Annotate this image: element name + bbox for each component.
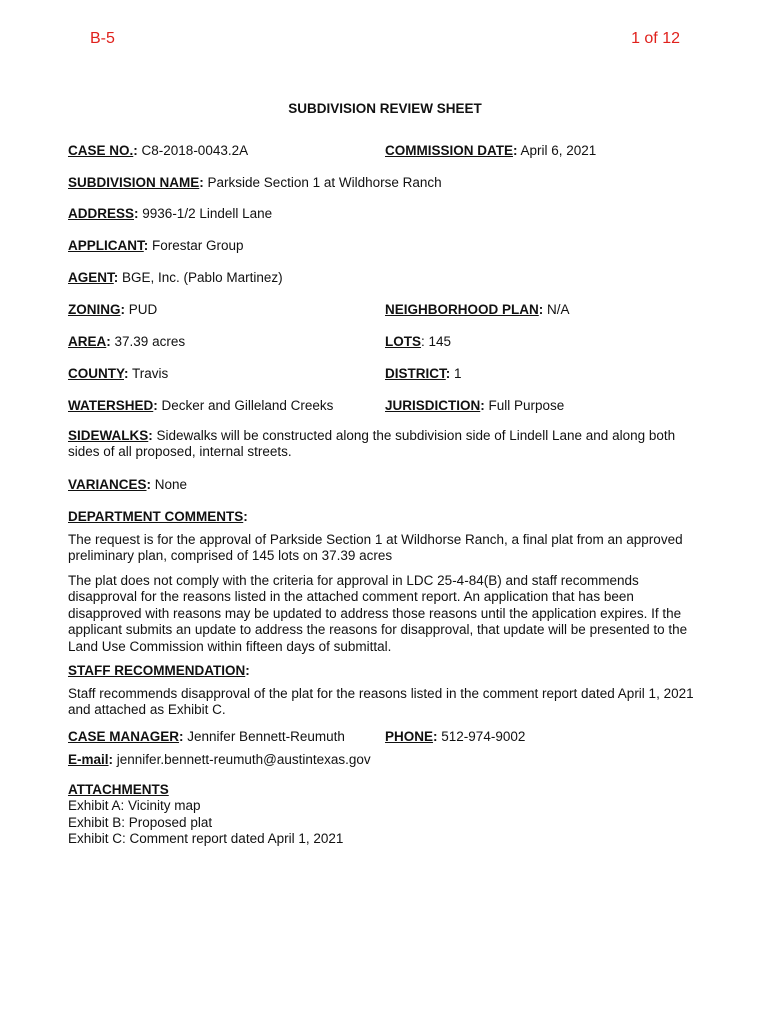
- case-no-field: CASE NO.: C8-2018-0043.2A: [68, 143, 249, 158]
- district-label: DISTRICT: [385, 366, 446, 381]
- jurisdiction-field: JURISDICTION: Full Purpose: [385, 398, 565, 413]
- case-manager-value: Jennifer Bennett-Reumuth: [187, 729, 345, 744]
- staff-recommendation-heading: STAFF RECOMMENDATION:: [68, 663, 250, 678]
- zoning-field: ZONING: PUD: [68, 302, 158, 317]
- lots-field: LOTS: 145: [385, 334, 452, 349]
- jurisdiction-label: JURISDICTION: [385, 398, 481, 413]
- zoning-value: PUD: [128, 302, 158, 317]
- commission-date-field: COMMISSION DATE: April 6, 2021: [385, 143, 597, 158]
- address-field: ADDRESS: 9936-1/2 Lindell Lane: [68, 206, 273, 221]
- lots-label: LOTS: [385, 334, 421, 349]
- address-value: 9936-1/2 Lindell Lane: [142, 206, 273, 221]
- variances-field: VARIANCES: None: [68, 477, 188, 492]
- case-manager-field: CASE MANAGER: Jennifer Bennett-Reumuth: [68, 729, 345, 744]
- agent-value: BGE, Inc. (Pablo Martinez): [122, 270, 283, 285]
- district-field: DISTRICT: 1: [385, 366, 462, 381]
- department-comments-paragraph-2: The plat does not comply with the criteria for approval in LDC 25-4-84(B) and staff recommends disapproval for the reasons listed in the attached comment report. An application that has been disapproved with reasons may be updated to address those reasons until the application expires. If the applicant submits an update to address the reasons for disapproval, that update will be presented to the Land Use Commission within fifteen days of submittal.: [68, 573, 688, 654]
- email-label: E-mail: [68, 752, 109, 767]
- area-value: 37.39 acres: [114, 334, 186, 349]
- address-label: ADDRESS: [68, 206, 135, 221]
- exhibit-tag: B-5: [90, 30, 115, 47]
- county-label: COUNTY: [68, 366, 124, 381]
- phone-value: 512-974-9002: [441, 729, 526, 744]
- staff-recommendation-text: Staff recommends disapproval of the plat for the reasons listed in the comment report dated April 1, 2021 and attached as Exhibit C.: [68, 686, 694, 718]
- department-comments-label: DEPARTMENT COMMENTS: [68, 509, 244, 524]
- department-comments-paragraph-1: The request is for the approval of Parkside Section 1 at Wildhorse Ranch, a final plat from an approved preliminary plan, comprised of 145 lots on 37.39 acres: [68, 532, 683, 564]
- neighborhood-plan-label: NEIGHBORHOOD PLAN: [385, 302, 539, 317]
- neighborhood-plan-field: NEIGHBORHOOD PLAN: N/A: [385, 302, 570, 317]
- applicant-label: APPLICANT: [68, 238, 144, 253]
- attachment-item: Exhibit A: Vicinity map: [68, 798, 201, 814]
- staff-recommendation-label: STAFF RECOMMENDATION: [68, 663, 246, 678]
- watershed-label: WATERSHED: [68, 398, 154, 413]
- attachment-item: Exhibit C: Comment report dated April 1, 2021: [68, 831, 344, 847]
- district-value: 1: [454, 366, 462, 381]
- case-manager-label: CASE MANAGER: [68, 729, 180, 744]
- attachments-label: ATTACHMENTS: [68, 782, 169, 797]
- applicant-value: Forestar Group: [152, 238, 244, 253]
- subdivision-name-value: Parkside Section 1 at Wildhorse Ranch: [207, 175, 442, 190]
- variances-label: VARIANCES: [68, 477, 147, 492]
- agent-field: AGENT: BGE, Inc. (Pablo Martinez): [68, 270, 283, 285]
- attachment-item: Exhibit B: Proposed plat: [68, 814, 213, 830]
- subdivision-name-label: SUBDIVISION NAME: [68, 175, 200, 190]
- neighborhood-plan-value: N/A: [547, 302, 570, 317]
- jurisdiction-value: Full Purpose: [488, 398, 565, 413]
- zoning-label: ZONING: [68, 302, 121, 317]
- phone-label: PHONE: [385, 729, 434, 744]
- page-indicator: 1 of 12: [631, 30, 680, 47]
- watershed-value: Decker and Gilleland Creeks: [161, 398, 334, 413]
- email-field: E-mail: jennifer.bennett-reumuth@austintexas.gov: [68, 752, 371, 767]
- applicant-field: APPLICANT: Forestar Group: [68, 238, 244, 253]
- subdivision-name-field: SUBDIVISION NAME: Parkside Section 1 at Wildhorse Ranch: [68, 175, 442, 190]
- sidewalks-value: Sidewalks will be constructed along the subdivision side of Lindell Lane and along both sides of all proposed, internal streets.: [68, 428, 676, 460]
- sidewalks-label: SIDEWALKS: [68, 428, 149, 443]
- area-field: AREA: 37.39 acres: [68, 334, 186, 349]
- watershed-field: WATERSHED: Decker and Gilleland Creeks: [68, 398, 334, 413]
- county-value: Travis: [132, 366, 169, 381]
- email-value: jennifer.bennett-reumuth@austintexas.gov: [116, 752, 371, 767]
- sidewalks-field: SIDEWALKS: Sidewalks will be constructed along the subdivision side of Lindell Lane and along both sides of all proposed, internal streets.: [68, 428, 676, 460]
- area-label: AREA: [68, 334, 107, 349]
- commission-date-label: COMMISSION DATE: [385, 143, 513, 158]
- case-no-value: C8-2018-0043.2A: [141, 143, 249, 158]
- county-field: COUNTY: Travis: [68, 366, 169, 381]
- attachments-section: [68, 782, 343, 848]
- lots-value: 145: [428, 334, 452, 349]
- case-no-label: CASE NO.: [68, 143, 134, 158]
- commission-date-value: April 6, 2021: [520, 143, 597, 158]
- variances-value: None: [154, 477, 188, 492]
- department-comments-heading: DEPARTMENT COMMENTS:: [68, 509, 248, 524]
- agent-label: AGENT: [68, 270, 114, 285]
- phone-field: PHONE: 512-974-9002: [385, 729, 526, 744]
- document-title: SUBDIVISION REVIEW SHEET: [288, 101, 482, 116]
